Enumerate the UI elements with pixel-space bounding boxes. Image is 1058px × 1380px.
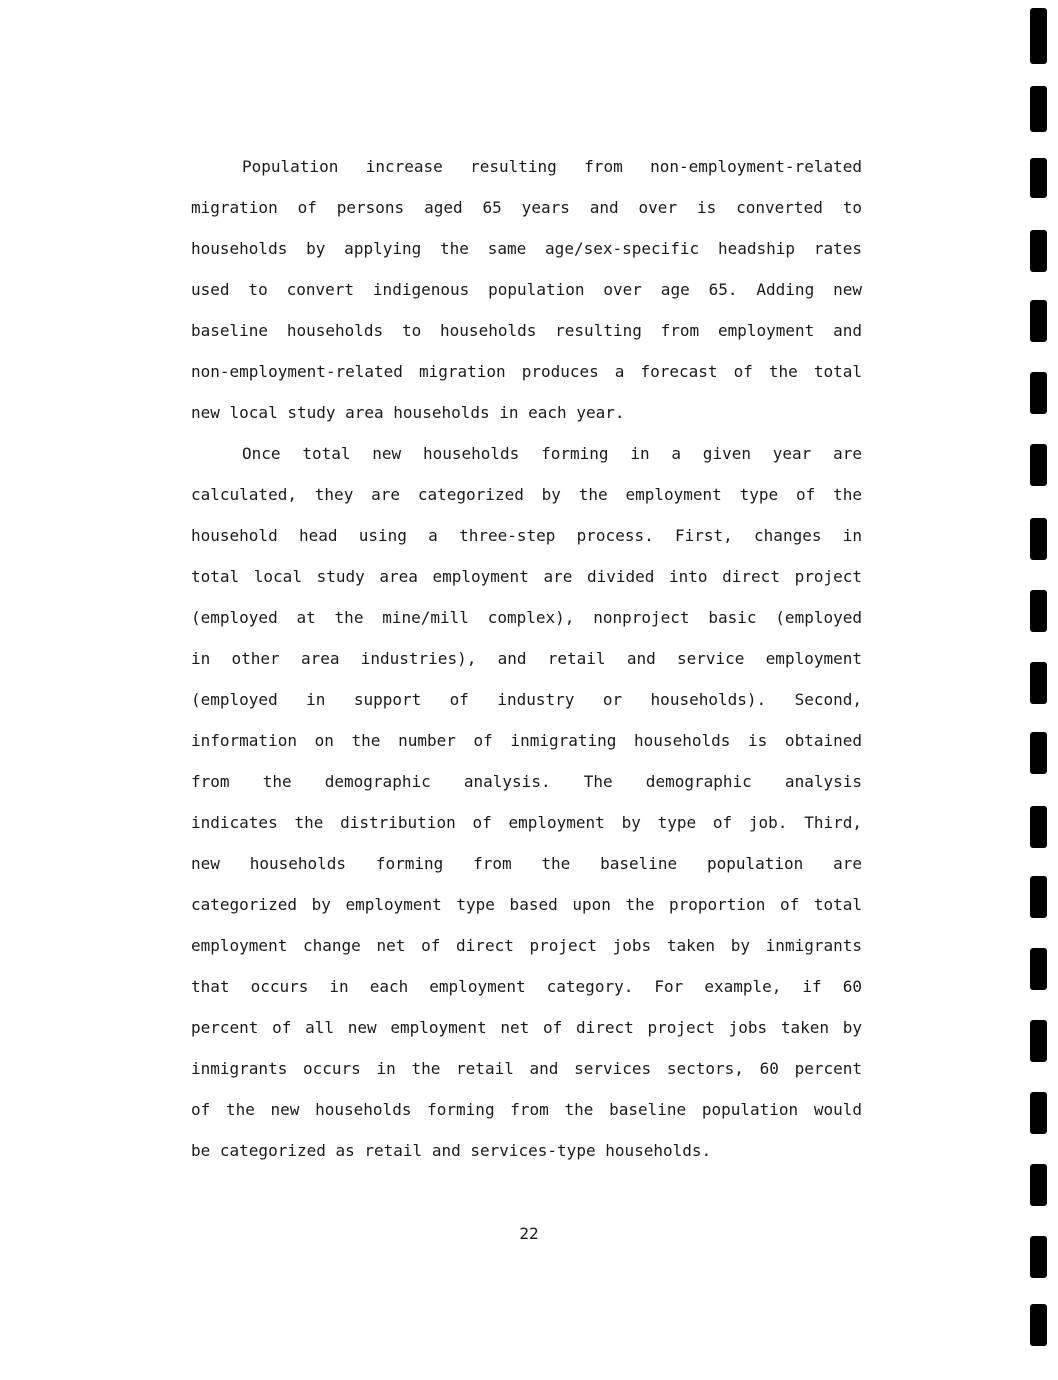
binding-mark <box>1030 1304 1047 1346</box>
binding-mark <box>1030 1236 1047 1278</box>
text-line: household head using a three-step process. First, changes in <box>191 526 862 545</box>
binding-mark <box>1030 518 1047 560</box>
text-line: in other area industries), and retail and service employment <box>191 649 862 668</box>
text-line: used to convert indigenous population over age 65. Adding new <box>191 280 862 299</box>
text-line: total local study area employment are divided into direct project <box>191 567 862 586</box>
text-line: calculated, they are categorized by the employment type of the <box>191 485 862 504</box>
text-line: Population increase resulting from non-employment-related <box>242 157 862 176</box>
text-line: (employed in support of industry or households). Second, <box>191 690 862 709</box>
text-line: (employed at the mine/mill complex), nonproject basic (employed <box>191 608 862 627</box>
text-line: households by applying the same age/sex-specific headship rates <box>191 239 862 258</box>
text-line: that occurs in each employment category. For example, if 60 <box>191 977 862 996</box>
binding-mark <box>1030 230 1047 272</box>
binding-mark <box>1030 732 1047 774</box>
binding-mark <box>1030 444 1047 486</box>
binding-mark <box>1030 8 1047 64</box>
binding-mark <box>1030 876 1047 918</box>
text-line: migration of persons aged 65 years and over is converted to <box>191 198 862 217</box>
binding-mark <box>1030 662 1047 704</box>
text-line: information on the number of inmigrating households is obtained <box>191 731 862 750</box>
body-text <box>191 146 862 1171</box>
binding-mark <box>1030 1020 1047 1062</box>
text-line: employment change net of direct project jobs taken by inmigrants <box>191 936 862 955</box>
text-line: baseline households to households resulting from employment and <box>191 321 862 340</box>
paragraph-1 <box>191 146 862 433</box>
binding-mark <box>1030 590 1047 632</box>
paragraph-2 <box>191 433 862 1171</box>
text-line: percent of all new employment net of direct project jobs taken by <box>191 1018 862 1037</box>
text-line: indicates the distribution of employment by type of job. Third, <box>191 813 862 832</box>
text-line: Once total new households forming in a given year are <box>242 444 862 463</box>
binding-mark <box>1030 300 1047 342</box>
text-line: of the new households forming from the baseline population would <box>191 1100 862 1119</box>
binding-mark <box>1030 806 1047 848</box>
text-line: categorized by employment type based upon the proportion of total <box>191 895 862 914</box>
binding-mark <box>1030 948 1047 990</box>
text-line: inmigrants occurs in the retail and services sectors, 60 percent <box>191 1059 862 1078</box>
binding-mark <box>1030 1164 1047 1206</box>
text-line: from the demographic analysis. The demographic analysis <box>191 772 862 791</box>
binding-mark <box>1030 372 1047 414</box>
text-line: non-employment-related migration produces a forecast of the total <box>191 362 862 381</box>
binding-marks <box>1030 0 1052 1380</box>
page-number: 22 <box>519 1224 539 1243</box>
text-line: be categorized as retail and services-type households. <box>191 1141 712 1160</box>
binding-mark <box>1030 158 1047 198</box>
binding-mark <box>1030 86 1047 132</box>
binding-mark <box>1030 1092 1047 1134</box>
text-line: new households forming from the baseline population are <box>191 854 862 873</box>
text-line: new local study area households in each year. <box>191 403 625 422</box>
